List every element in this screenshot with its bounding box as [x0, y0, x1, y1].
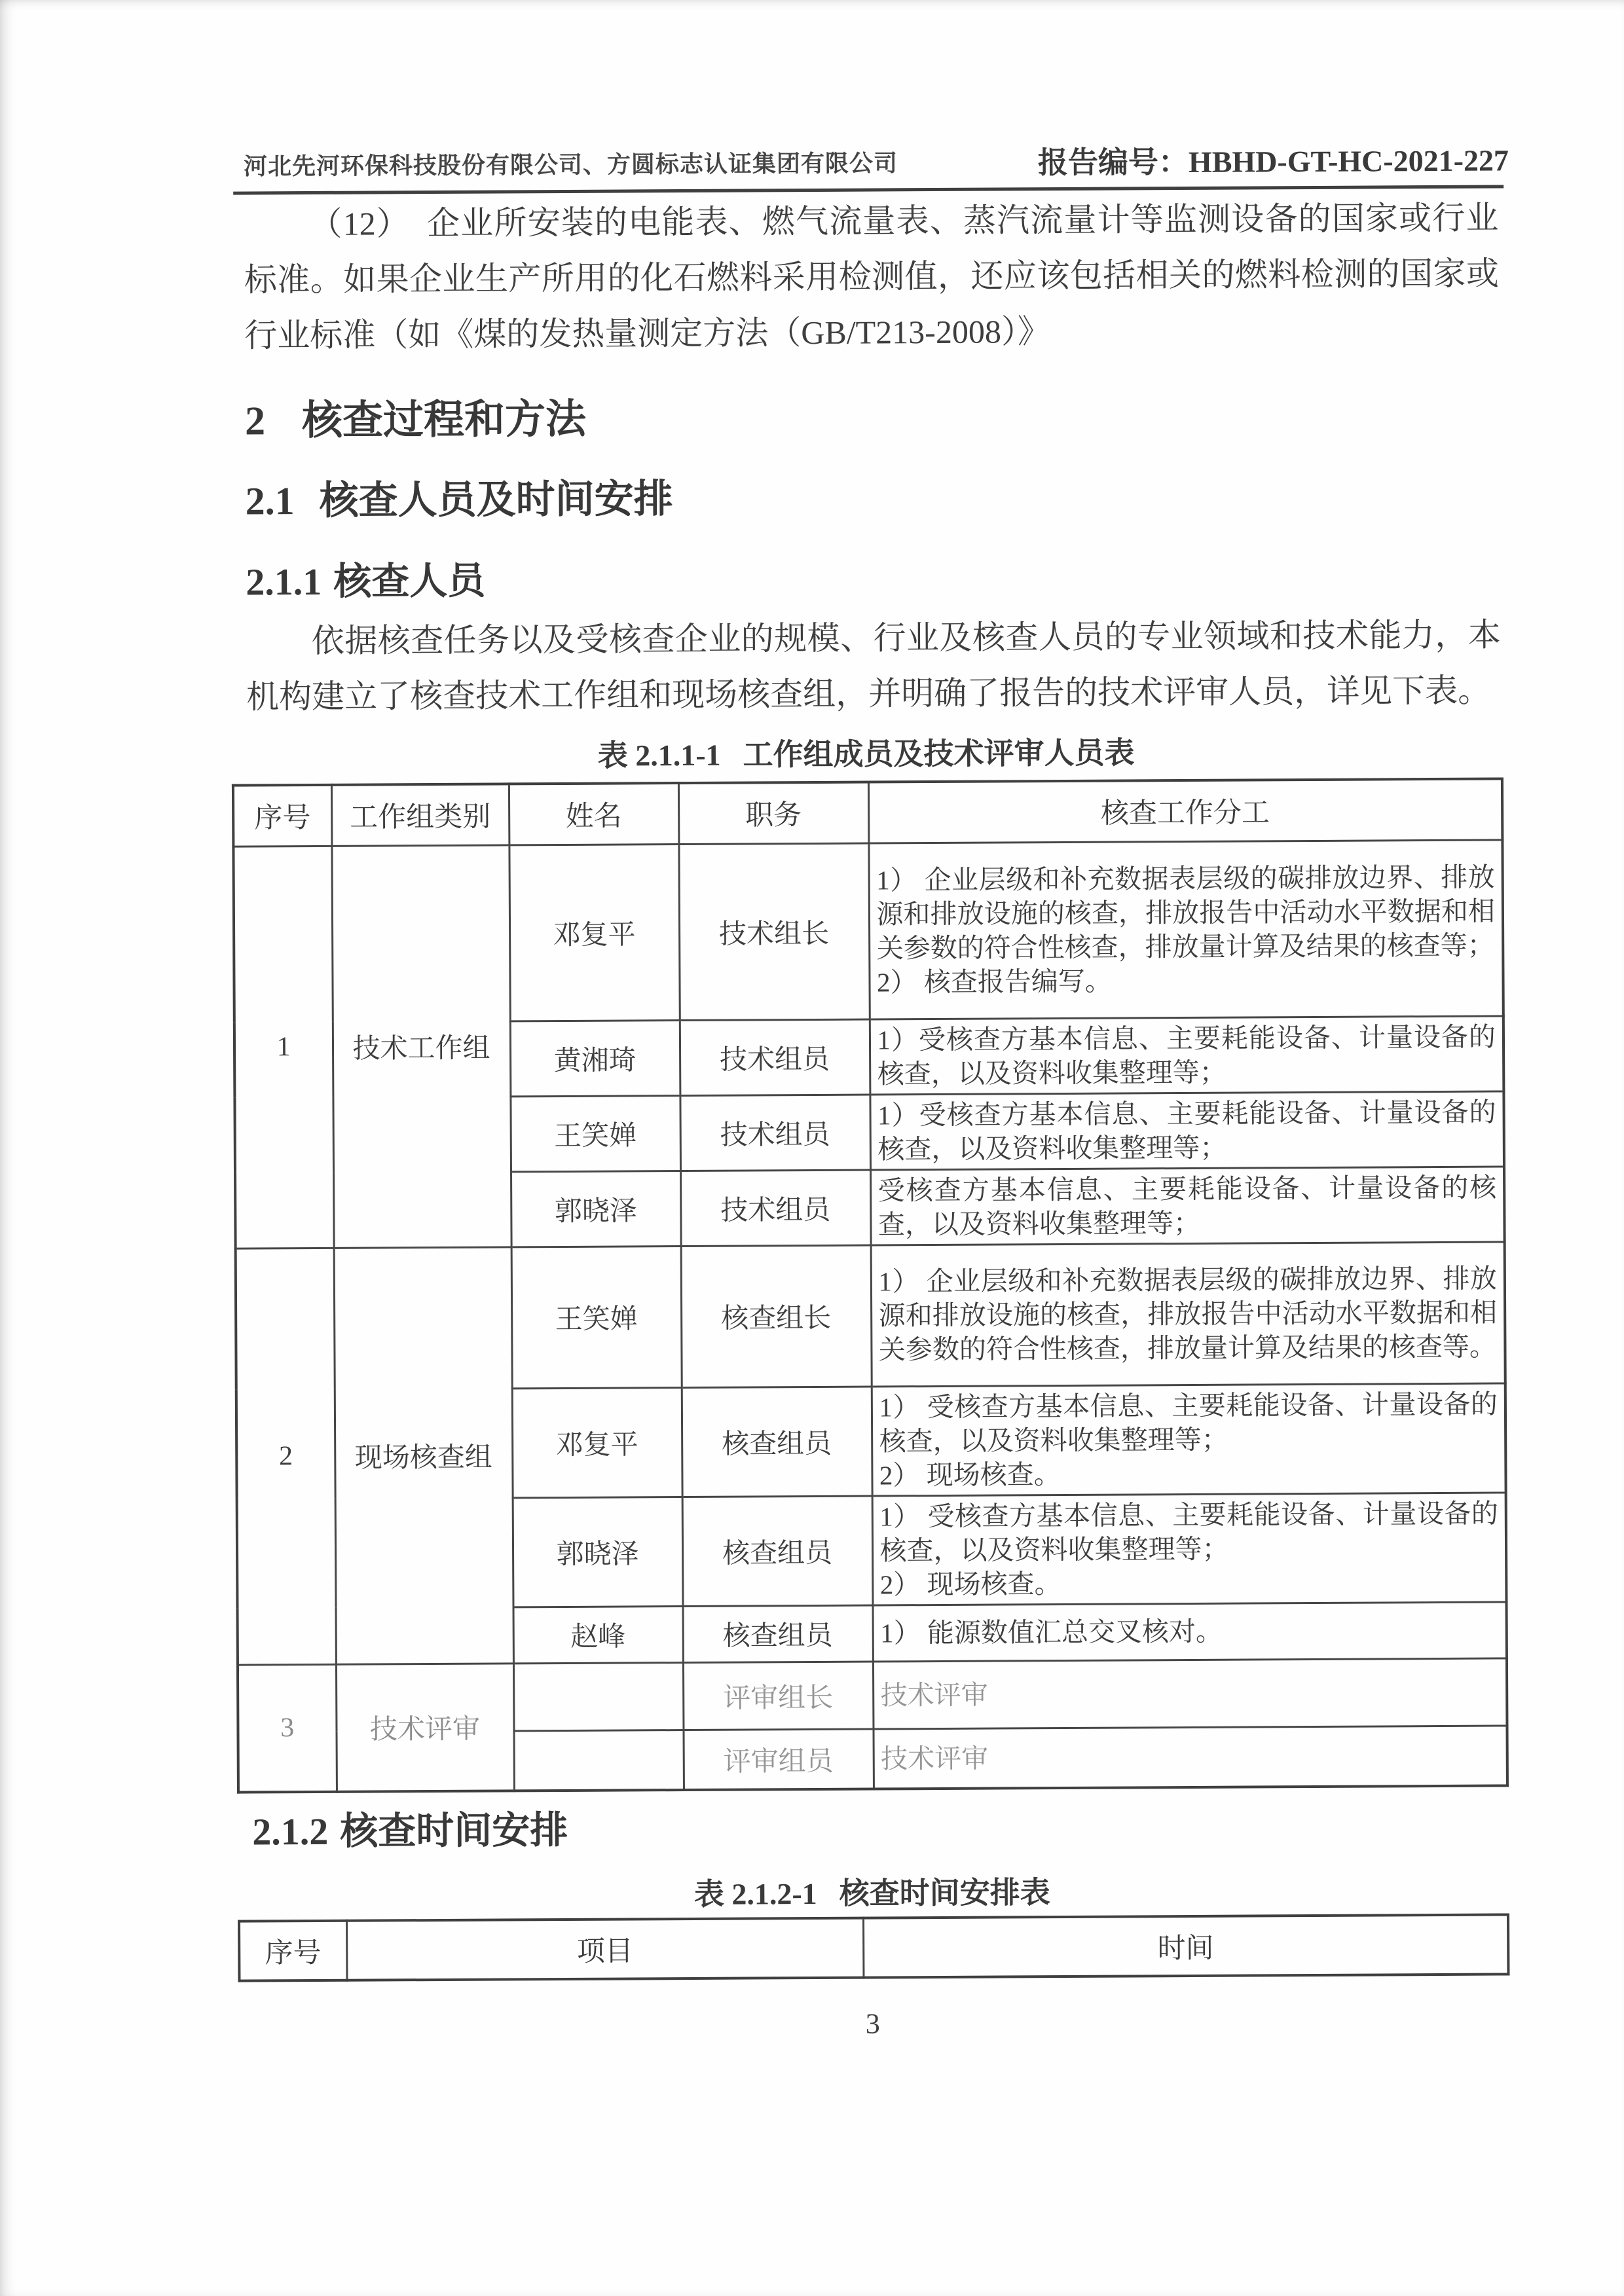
paragraph-team-intro: 依据核查任务以及受核查企业的规模、行业及核查人员的专业领域和技术能力，本机构建立了核查技术工作组和现场核查组，并明确了报告的技术评审人员，详见下表。 [246, 616, 1501, 716]
group2-category: 现场核查组 [334, 1247, 513, 1664]
col-header-role: 职务 [678, 782, 868, 845]
member-role: 核查组长 [681, 1245, 872, 1388]
table1-caption [232, 727, 1501, 776]
heading-number: 2 [244, 399, 266, 444]
table-row [236, 1241, 1505, 1389]
table1-caption-number: 表 2.1.1-1 [597, 738, 721, 773]
member-role: 技术组员 [680, 1095, 870, 1171]
report-number-value: HBHD-GT-HC-2021-227 [1188, 143, 1509, 179]
group3-seq: 3 [238, 1664, 337, 1793]
section-heading-2-1-1 [246, 550, 485, 606]
member-name: 邓复平 [512, 1387, 682, 1497]
member-role: 核查组员 [682, 1387, 872, 1497]
member-role: 评审组长 [683, 1662, 874, 1730]
group1-seq: 1 [233, 846, 333, 1248]
section-heading-2-1 [245, 467, 673, 526]
table-header-row [233, 778, 1502, 846]
member-name [513, 1730, 683, 1791]
member-name: 郭晓泽 [513, 1497, 683, 1607]
col-header-name: 姓名 [509, 783, 678, 845]
table-header-row [239, 1914, 1508, 1980]
heading-number: 2.1.2 [252, 1810, 329, 1853]
heading-number: 2.1.1 [246, 560, 322, 604]
member-duty: 1）受核查方基本信息、主要耗能设备、计量设备的核查，以及资料收集整理等； [870, 1015, 1504, 1094]
member-name: 赵峰 [513, 1606, 682, 1663]
heading-number: 2.1 [245, 479, 295, 523]
col-header-seq: 序号 [233, 785, 331, 847]
heading-title: 核查人员 [333, 559, 486, 603]
member-name: 黄湘琦 [510, 1020, 680, 1096]
table2-caption-title: 核查时间安排表 [839, 1876, 1050, 1910]
member-duty: 技术评审 [873, 1725, 1507, 1789]
member-role: 核查组员 [682, 1496, 873, 1607]
col-header-duty: 核查工作分工 [868, 778, 1502, 843]
report-number-label: 报告编号： [1037, 145, 1189, 180]
table1-caption-title: 工作组成员及技术评审人员表 [743, 736, 1135, 772]
page-number: 3 [865, 2007, 880, 2040]
group1-category: 技术工作组 [331, 845, 511, 1247]
work-group-table [232, 777, 1509, 1793]
member-role: 技术组员 [680, 1019, 870, 1096]
paragraph-item-12: （12） 企业所安装的电能表、燃气流量表、蒸汽流量计等监测设备的国家或行业标准。如果企业生产所用的化石燃料采用检测值，还应该包括相关的燃料检测的国家或行业标准（如《煤的发热量测定方法（GB/T213-2008）》 [244, 199, 1500, 354]
header-report-number [1038, 136, 1509, 182]
table2-caption [238, 1866, 1507, 1916]
header-company-names: 河北先河环保科技股份有限公司、方圆标志认证集团有限公司 [243, 150, 898, 180]
member-duty: 1） 企业层级和补充数据表层级的碳排放边界、排放源和排放设施的核查，排放报告中活动水平数据和相关参数的符合性核查，排放量计算及结果的核查等； 2） 核查报告编写。 [868, 839, 1503, 1019]
heading-title: 核查时间安排 [340, 1808, 568, 1853]
col-header-seq: 序号 [239, 1921, 346, 1981]
table2-caption-number: 表 2.1.2-1 [693, 1876, 817, 1911]
section-heading-2-1-2 [252, 1799, 568, 1856]
member-duty: 1） 企业层级和补充数据表层级的碳排放边界、排放源和排放设施的核查，排放报告中活动水平数据和相关参数的符合性核查，排放量计算及结果的核查等。 [871, 1241, 1505, 1386]
member-name: 王笑婵 [511, 1246, 682, 1388]
member-duty: 受核查方基本信息、主要耗能设备、计量设备的核查，以及资料收集整理等； [870, 1166, 1505, 1245]
col-header-group-type: 工作组类别 [331, 784, 509, 845]
member-name: 郭晓泽 [511, 1171, 681, 1247]
member-duty: 1） 受核查方基本信息、主要耗能设备、计量设备的核查，以及资料收集整理等； 2） 现场核查。 [872, 1383, 1506, 1495]
member-role: 评审组员 [683, 1729, 873, 1791]
table-row [238, 1658, 1507, 1732]
member-duty: 1）受核查方基本信息、主要耗能设备、计量设备的核查，以及资料收集整理等； [870, 1091, 1504, 1169]
col-header-item: 项目 [346, 1918, 863, 1980]
member-role: 技术组员 [680, 1170, 871, 1247]
member-duty: 技术评审 [873, 1658, 1507, 1728]
heading-title: 核查过程和方法 [301, 397, 587, 444]
member-role: 技术组长 [678, 843, 869, 1021]
group2-seq: 2 [236, 1248, 336, 1665]
schedule-table [238, 1913, 1509, 1982]
heading-title: 核查人员及时间安排 [319, 477, 673, 522]
member-duty: 1） 受核查方基本信息、主要耗能设备、计量设备的核查，以及资料收集整理等； 2） 现场核查。 [872, 1492, 1507, 1605]
member-role: 核查组员 [682, 1605, 872, 1663]
member-duty: 1） 能源数值汇总交叉核对。 [872, 1601, 1506, 1661]
group3-category: 技术评审 [336, 1663, 514, 1791]
col-header-time: 时间 [863, 1914, 1508, 1977]
member-name: 王笑婵 [510, 1095, 680, 1171]
table-row [233, 839, 1503, 1022]
member-name [513, 1662, 684, 1730]
section-heading-2 [245, 386, 586, 446]
member-name: 邓复平 [509, 844, 679, 1021]
